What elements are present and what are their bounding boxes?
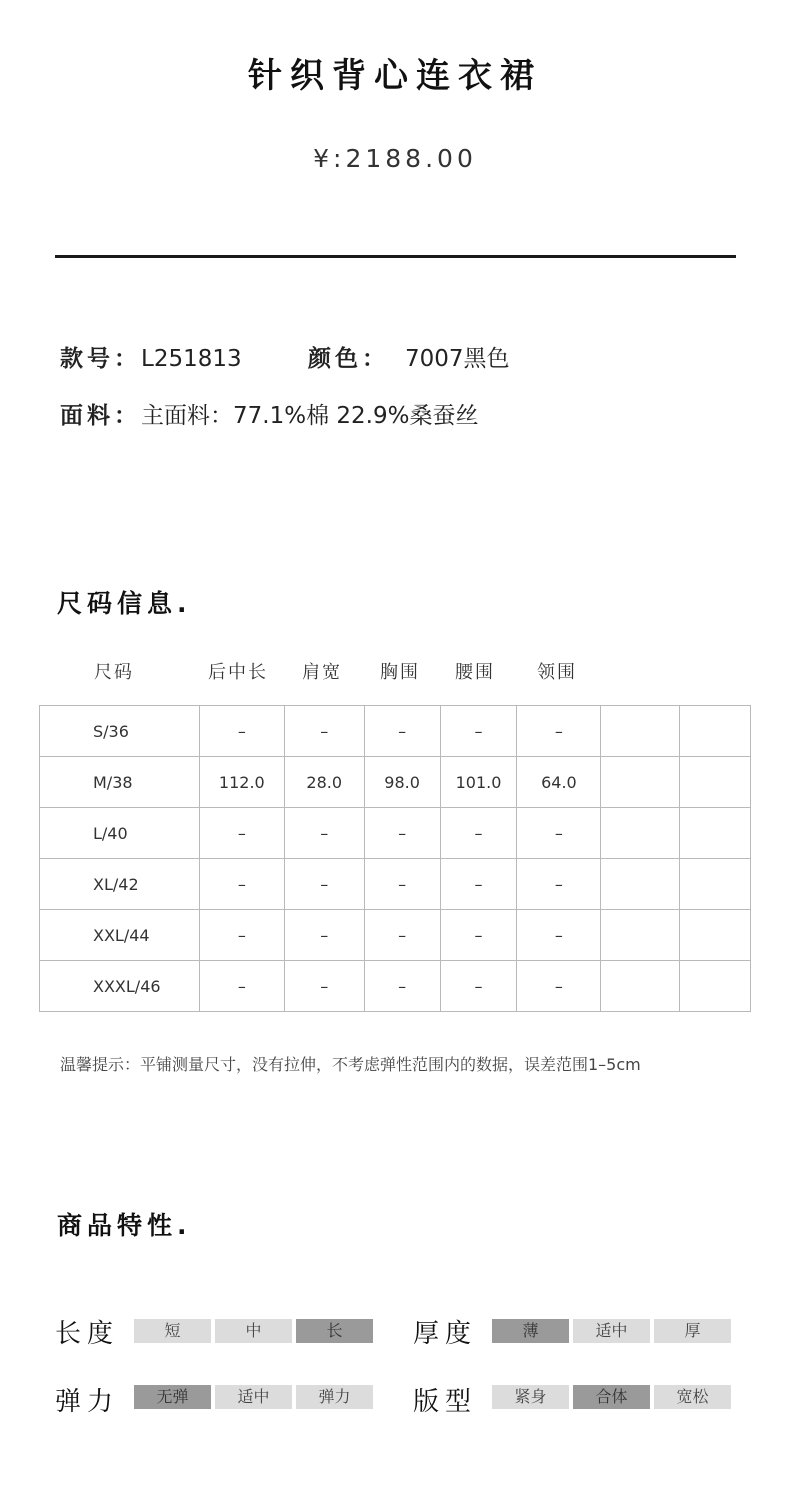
table-cell: 112.0 bbox=[199, 757, 284, 808]
measurement-tip: 温馨提示：平铺测量尺寸，没有拉伸，不考虑弹性范围内的数据，误差范围1–5cm bbox=[60, 1055, 641, 1074]
table-cell bbox=[601, 706, 680, 757]
length-option-long: 长 bbox=[296, 1319, 373, 1343]
size-cell: XXL/44 bbox=[40, 910, 200, 961]
thickness-option-thick: 厚 bbox=[654, 1319, 731, 1343]
table-cell: – bbox=[517, 859, 601, 910]
table-cell: – bbox=[440, 961, 517, 1012]
fit-label: 版型 bbox=[413, 1387, 478, 1417]
style-number-label: 款号： bbox=[60, 346, 141, 372]
waist-col-header: 腰围 bbox=[455, 662, 495, 683]
fit-option-slim: 紧身 bbox=[492, 1385, 569, 1409]
size-cell: S/36 bbox=[40, 706, 200, 757]
table-cell: 98.0 bbox=[364, 757, 440, 808]
size-cell: XL/42 bbox=[40, 859, 200, 910]
table-cell: 28.0 bbox=[284, 757, 364, 808]
chest-col-header: 胸围 bbox=[380, 662, 420, 683]
style-number-value: L251813 bbox=[141, 346, 242, 372]
fabric-value: 主面料：77.1%棉 22.9%桑蚕丝 bbox=[141, 403, 479, 429]
size-cell: XXXL/46 bbox=[40, 961, 200, 1012]
table-row bbox=[40, 757, 751, 808]
table-cell: – bbox=[364, 961, 440, 1012]
thickness-option-medium: 适中 bbox=[573, 1319, 650, 1343]
size-section-heading: 尺码信息. bbox=[57, 589, 192, 618]
neck-col-header: 领围 bbox=[537, 662, 577, 683]
table-cell: – bbox=[364, 910, 440, 961]
table-cell: – bbox=[199, 859, 284, 910]
table-cell bbox=[680, 961, 751, 1012]
style-number-row bbox=[60, 340, 242, 373]
divider bbox=[55, 255, 736, 258]
fit-option-regular: 合体 bbox=[573, 1385, 650, 1409]
table-row bbox=[40, 859, 751, 910]
table-cell: – bbox=[440, 808, 517, 859]
table-cell: – bbox=[364, 859, 440, 910]
table-cell: – bbox=[199, 808, 284, 859]
table-cell bbox=[601, 808, 680, 859]
features-section-heading: 商品特性. bbox=[57, 1211, 192, 1240]
color-label: 颜色： bbox=[308, 346, 389, 372]
table-cell: – bbox=[199, 910, 284, 961]
table-row bbox=[40, 961, 751, 1012]
table-cell bbox=[601, 757, 680, 808]
table-row bbox=[40, 808, 751, 859]
table-cell: – bbox=[199, 706, 284, 757]
elasticity-label: 弹力 bbox=[55, 1387, 120, 1417]
size-table bbox=[39, 705, 751, 1012]
product-title: 针织背心连衣裙 bbox=[248, 56, 542, 96]
table-cell: – bbox=[284, 808, 364, 859]
elasticity-option-none: 无弹 bbox=[134, 1385, 211, 1409]
length-option-medium: 中 bbox=[215, 1319, 292, 1343]
table-cell bbox=[680, 706, 751, 757]
table-cell: – bbox=[517, 910, 601, 961]
table-cell: – bbox=[440, 859, 517, 910]
table-cell: – bbox=[284, 910, 364, 961]
table-cell bbox=[680, 910, 751, 961]
elasticity-option-medium: 适中 bbox=[215, 1385, 292, 1409]
table-cell: – bbox=[517, 706, 601, 757]
table-cell bbox=[601, 859, 680, 910]
fabric-row bbox=[60, 397, 478, 430]
table-row bbox=[40, 910, 751, 961]
thickness-label: 厚度 bbox=[413, 1319, 478, 1349]
table-cell bbox=[680, 859, 751, 910]
table-cell: 64.0 bbox=[517, 757, 601, 808]
table-cell: 101.0 bbox=[440, 757, 517, 808]
thickness-option-thin: 薄 bbox=[492, 1319, 569, 1343]
table-cell bbox=[601, 910, 680, 961]
product-price: ¥:2188.00 bbox=[313, 144, 477, 173]
table-cell bbox=[601, 961, 680, 1012]
color-row bbox=[308, 340, 510, 373]
size-cell: M/38 bbox=[40, 757, 200, 808]
shoulder-col-header: 肩宽 bbox=[302, 662, 342, 683]
table-cell: – bbox=[517, 961, 601, 1012]
table-cell: – bbox=[284, 706, 364, 757]
length-label: 长度 bbox=[55, 1319, 120, 1349]
back-length-col-header: 后中长 bbox=[208, 662, 268, 683]
length-option-short: 短 bbox=[134, 1319, 211, 1343]
fit-option-loose: 宽松 bbox=[654, 1385, 731, 1409]
color-value: 7007黑色 bbox=[405, 346, 510, 372]
table-cell: – bbox=[364, 706, 440, 757]
table-cell: – bbox=[284, 859, 364, 910]
table-cell bbox=[680, 757, 751, 808]
table-cell: – bbox=[440, 910, 517, 961]
table-cell bbox=[680, 808, 751, 859]
table-cell: – bbox=[284, 961, 364, 1012]
table-cell: – bbox=[517, 808, 601, 859]
table-cell: – bbox=[364, 808, 440, 859]
fabric-label: 面料： bbox=[60, 403, 141, 429]
table-cell: – bbox=[199, 961, 284, 1012]
size-col-header: 尺码 bbox=[94, 662, 134, 683]
size-cell: L/40 bbox=[40, 808, 200, 859]
elasticity-option-stretch: 弹力 bbox=[296, 1385, 373, 1409]
table-row bbox=[40, 706, 751, 757]
table-cell: – bbox=[440, 706, 517, 757]
